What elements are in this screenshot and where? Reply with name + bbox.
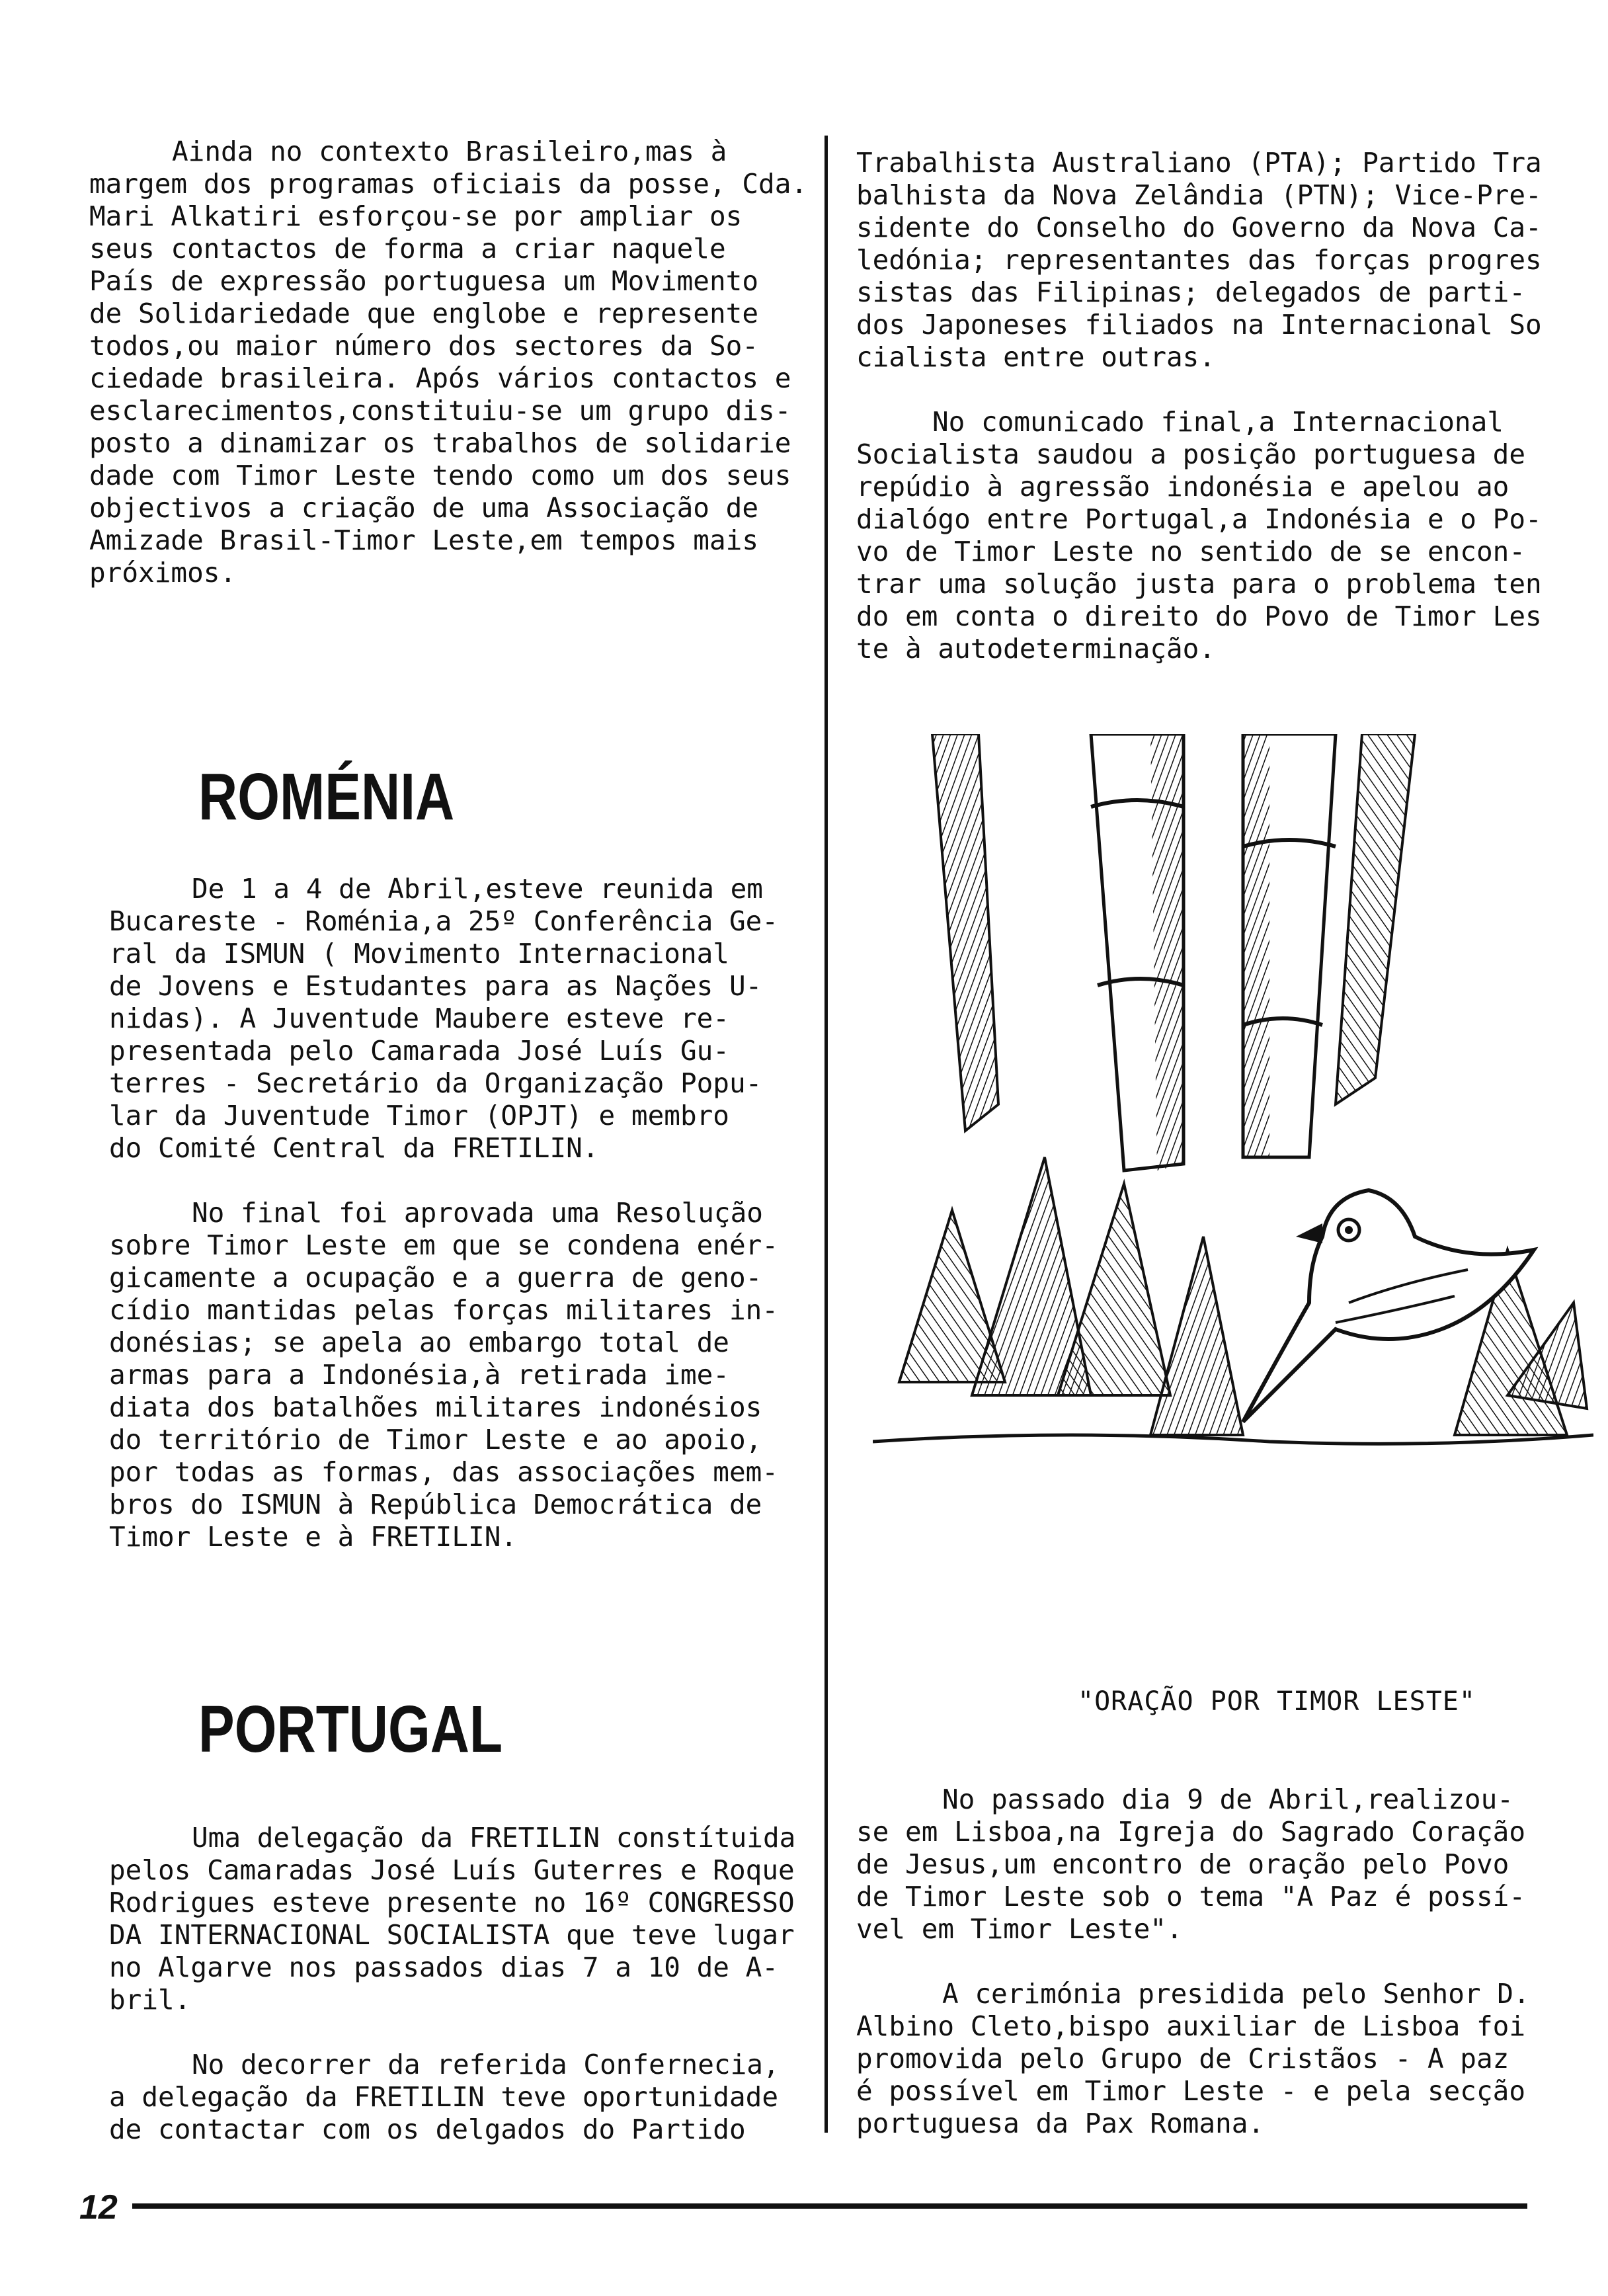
right-bottom-section: [856, 1784, 1584, 2140]
right-paragraph-1: Trabalhista Australiano (PTA); Partido Tra balhista da Nova Zelândia (PTN); Vice-Pre- sidente do Conselho do Governo da Nova Ca- ledónia; representantes das forças progres sistas das Filipinas; delegados de parti- dos Japoneses filiados na Internacional So cialista entre outras.: [856, 147, 1542, 373]
portugal-heading: PORTUGAL: [198, 1692, 503, 1766]
page-number: 12: [79, 2188, 118, 2227]
illustration-caption: "ORAÇÃO POR TIMOR LESTE": [1078, 1686, 1476, 1717]
romenia-heading: ROMÉNIA: [198, 760, 455, 834]
portugal-paragraph-1: Uma delegação da FRETILIN constítuida pelos Camaradas José Luís Guterres e Roque Rodrigues esteve presente no 16º CONGRESSO DA INTERNACIONAL SOCIALISTA que teve lugar no Algarve nos passados dias 7 a 10 de A- bril.: [109, 1822, 796, 2016]
right-paragraph-3: No passado dia 9 de Abril,realizou- se em Lisboa,na Igreja do Sagrado Coração de Jesus,um encontro de oração pelo Povo de Timor Leste sob o tema "A Paz é possí- vel em Timor Leste".: [856, 1784, 1526, 1945]
column-divider: [824, 136, 828, 2133]
romenia-paragraph-1: De 1 a 4 de Abril,esteve reunida em Bucareste - Roménia,a 25º Conferência Ge- ral da ISMUN ( Movimento Internacional de Jovens e Estudantes para as Nações U- nidas). A Juventude Maubere esteve re- presentada pelo Camarada José Luís Gu- terres - Secretário da Organização Popu- lar da Juventude Timor (OPJT) e membro do Comité Central da FRETILIN.: [109, 873, 779, 1164]
intro-paragraph: Ainda no contexto Brasileiro,mas à margem dos programas oficiais da posse, Cda. Mari Alkatiri esforçou-se por ampliar os seus contactos de forma a criar naquele País de expressão portuguesa um Movimento de Solidariedade que englobe e represente todos,ou maior número dos sectores da So- ciedade brasileira. Após vários contactos e esclarecimentos,constituiu-se um grupo dis- posto a dinamizar os trabalhos de solidarie dade com Timor Leste tendo como um dos seus objectivos a criação de uma Associação de Amizade Brasil-Timor Leste,em tempos mais próximos.: [89, 136, 808, 589]
right-paragraph-2: No comunicado final,a Internacional Socialista saudou a posição portuguesa de repúdio à agressão indonésia e apelou ao dialógo entre Portugal,a Indonésia e o Po- vo de Timor Leste no sentido de se encon- trar uma solução justa para o problema ten do em conta o direito do Povo de Timor Les te à autodeterminação.: [856, 406, 1542, 665]
footer-rule: [132, 2203, 1527, 2209]
romenia-paragraph-2: No final foi aprovada uma Resolução sobre Timor Leste em que se condena enér- gicamente a ocupação e a guerra de geno- cídio mantidas pelas forças militares in- donésias; se apela ao embargo total de armas para a Indonésia,à retirada ime- diata dos batalhões militares indonésios do território de Timor Leste e ao apoio, por todas as formas, das associações mem- bros do ISMUN à República Democrática de Timor Leste e à FRETILIN.: [109, 1197, 779, 1553]
portugal-section: [109, 1822, 830, 2146]
right-top-section: [856, 147, 1584, 665]
portugal-paragraph-2: No decorrer da referida Confernecia, a delegação da FRETILIN teve oportunidade de contactar com os delgados do Partido: [109, 2049, 780, 2145]
intro-paragraph-block: [89, 136, 817, 589]
right-paragraph-4: A cerimónia presidida pelo Senhor D. Albino Cleto,bispo auxiliar de Lisboa foi promovida pelo Grupo de Cristãos - A paz é possível em Timor Leste - e pela secção portuguesa da Pax Romana.: [856, 1978, 1530, 2139]
bamboo-bird-illustration: [873, 734, 1593, 1448]
romenia-section: [109, 873, 830, 1553]
